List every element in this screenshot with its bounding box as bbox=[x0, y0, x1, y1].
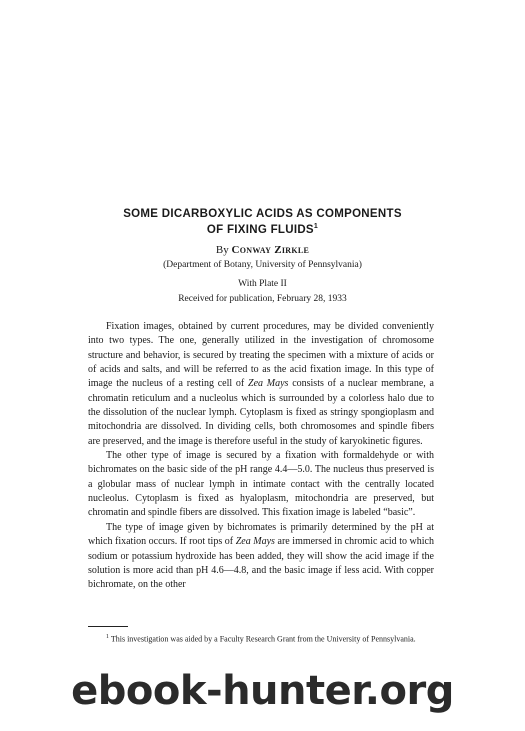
footnote-text: This investigation was aided by a Faculty Research Grant from the University of Pennsylvania. bbox=[110, 634, 416, 644]
species-name: Zea Mays bbox=[235, 536, 275, 548]
author-name: Conway Zirkle bbox=[231, 244, 310, 256]
article-body bbox=[88, 320, 434, 593]
footnote-mark: 1 bbox=[106, 634, 109, 640]
body-paragraph-3: The type of image given by bichromates is primarily determined by the pH at which fixation occurs. If root tips of Zea Mays are immersed in chromic acid to which sodium or potassium hydroxide has been added, they will show the acid image if the solution is more acid than pH 4.6—4.8, and the basic image if less acid. With copper bichromate, on the other bbox=[88, 521, 434, 591]
byline-prefix: By bbox=[215, 244, 229, 256]
article-title-line-1: SOME DICARBOXYLIC ACIDS AS COMPONENTS bbox=[123, 208, 402, 220]
body-paragraph-2: The other type of image is secured by a fixation with formaldehyde or with bichromates on the basic side of the pH range 4.4—5.0. The nucleus thus preserved is a globular mass of nuclear lymph in intimate contact with the centrally located nucleolus. Cytoplasm is fixed as hyaloplasm, mitochondria are preserved, but chromatin and spindle fibers are dissolved. This fixation image is labeled “basic”. bbox=[88, 450, 434, 519]
article-title-line-2 bbox=[0, 223, 525, 236]
received-date: Received for publication, February 28, 1933 bbox=[178, 294, 347, 304]
plate-note: With Plate II bbox=[238, 279, 287, 289]
affiliation: (Department of Botany, University of Pennsylvania) bbox=[163, 260, 362, 270]
article-title-text: OF FIXING FLUIDS bbox=[206, 223, 314, 236]
title-footnote-mark: 1 bbox=[313, 223, 319, 230]
species-name: Zea Mays bbox=[248, 378, 289, 390]
watermark: ebook-hunter.org bbox=[71, 668, 454, 714]
footnote bbox=[88, 632, 434, 645]
body-paragraph-1: Fixation images, obtained by current procedures, may be divided conveniently into two types. The one, generally utilized in the investigation of chromosome structure and behavior, is secured by treating the specimen with a mixture of acids or of acids and salts, and will be referred to as the acid fixation image. In this type of image the nucleus of a resting cell of Zea Mays consists of a nuclear membrane, a chromatin reticulum and a nucleolus which is surrounded by a colorless halo due to the dissolution of the nuclear lymph. Cytoplasm is fixed as stringy spongioplasm and mitochondria are dissolved. In dividing cells, both chromosomes and spindle fibers are preserved, and the image is therefore useful in the study of karyokinetic figures. bbox=[88, 321, 434, 447]
byline bbox=[0, 244, 525, 256]
footnote-divider bbox=[88, 626, 128, 627]
